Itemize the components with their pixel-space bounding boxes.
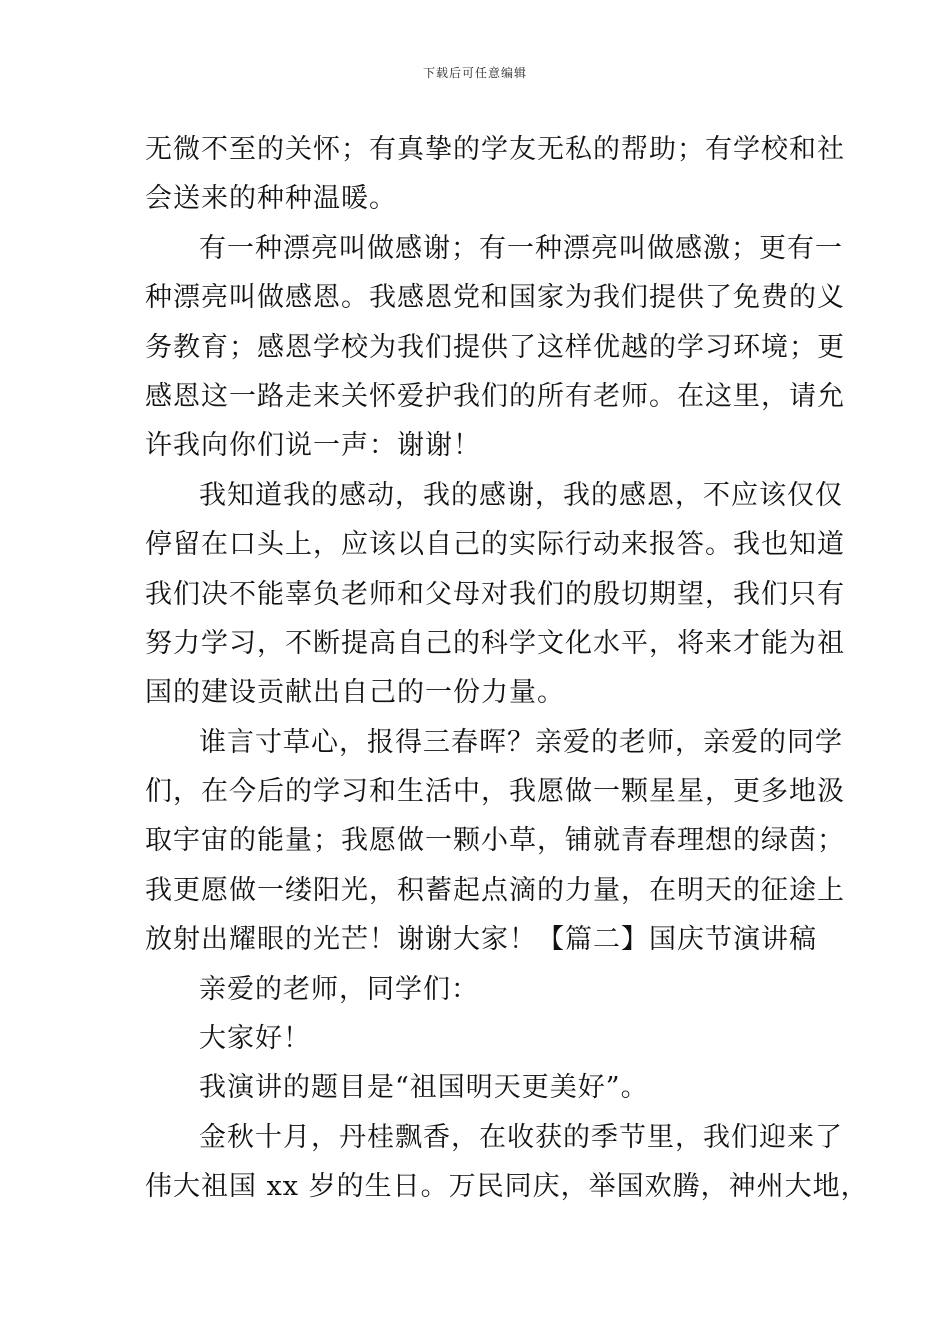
text-line-2: 会送来的种种温暖。 [145, 183, 397, 215]
text-line-14: 们，在今后的学习和生活中，我愿做一颗星星，更多地汲 [145, 776, 845, 808]
text-line-13: 谁言寸草心，报得三春晖？亲爱的老师，亲爱的同学 [199, 726, 843, 758]
text-line-15: 取宇宙的能量；我愿做一颗小草，铺就青春理想的绿茵； [145, 825, 845, 857]
page-header: 下载后可任意编辑 [422, 66, 527, 80]
text-line-12: 国的建设贡献出自己的一份力量。 [145, 677, 565, 709]
text-line-7: 许我向你们说一声：谢谢！ [145, 430, 481, 462]
document-body [145, 125, 869, 1212]
text-line-17: 放射出耀眼的光芒！谢谢大家！【篇二】国庆节演讲稿 [145, 924, 817, 956]
text-line-22: 伟大祖国 xx 岁的生日。万民同庆，举国欢腾，神州大地， [145, 1171, 869, 1203]
text-line-1: 无微不至的关怀；有真挚的学友无私的帮助；有学校和社 [145, 134, 845, 165]
text-line-19: 大家好！ [199, 1023, 311, 1055]
text-line-5: 务教育；感恩学校为我们提供了这样优越的学习环境；更 [145, 331, 845, 363]
text-line-10: 我们决不能辜负老师和父母对我们的殷切期望，我们只有 [145, 578, 845, 610]
text-line-18: 亲爱的老师，同学们： [199, 973, 479, 1005]
text-line-4: 种漂亮叫做感恩。我感恩党和国家为我们提供了免费的义 [145, 282, 845, 314]
text-line-8: 我知道我的感动，我的感谢，我的感恩，不应该仅仅 [199, 479, 843, 511]
text-line-11: 努力学习，不断提高自己的科学文化水平，将来才能为祖 [145, 627, 845, 659]
text-line-9: 停留在口头上，应该以自己的实际行动来报答。我也知道 [145, 529, 845, 561]
text-line-3: 有一种漂亮叫做感谢；有一种漂亮叫做感激；更有一 [199, 232, 843, 264]
text-line-6: 感恩这一路走来关怀爱护我们的所有老师。在这里，请允 [145, 380, 845, 412]
text-line-16: 我更愿做一缕阳光，积蓄起点滴的力量，在明天的征途上 [145, 874, 845, 906]
text-line-21: 金秋十月，丹桂飘香，在收获的季节里，我们迎来了 [199, 1121, 843, 1153]
text-line-20: 我演讲的题目是“祖国明天更美好”。 [199, 1072, 649, 1104]
